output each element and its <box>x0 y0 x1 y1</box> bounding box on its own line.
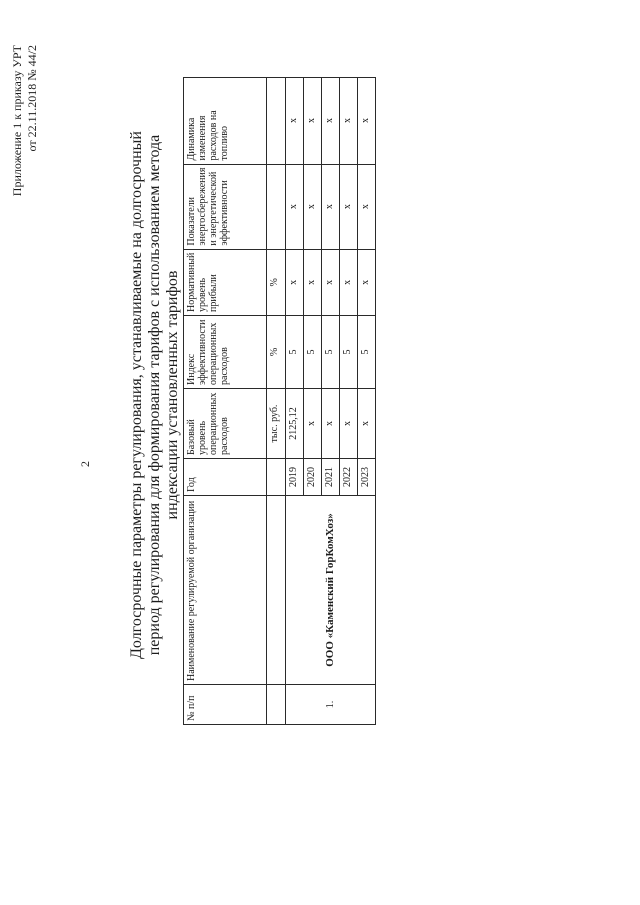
cell-year: 2021 <box>322 459 340 496</box>
header-organization: Наименование регулируемой организации <box>184 496 267 685</box>
cell-index: 5 <box>304 316 322 389</box>
unit-cell-empty <box>267 77 286 164</box>
cell-dynamics: х <box>322 77 340 164</box>
cell-base: х <box>340 389 358 459</box>
cell-index: 5 <box>322 316 340 389</box>
header-energy-saving: Показатели энергосбережения и энергетической эффективности <box>184 164 267 249</box>
appendix-reference: Приложение 1 к приказу УРТ <box>10 45 24 197</box>
table-units-row <box>267 77 286 724</box>
cell-base: х <box>304 389 322 459</box>
cell-energy: х <box>304 164 322 249</box>
row-number: 1. <box>286 685 376 725</box>
unit-cell-empty <box>267 685 286 725</box>
page-number: 2 <box>78 461 92 467</box>
header-num: № п/п <box>184 685 267 725</box>
cell-year: 2023 <box>358 459 376 496</box>
header-efficiency-index: Индекс эффективности операционных расходов <box>184 316 267 389</box>
unit-base: тыс. руб. <box>267 389 286 459</box>
unit-norm: % <box>267 249 286 315</box>
unit-cell-empty <box>267 496 286 685</box>
table-header-row <box>184 77 267 724</box>
organization-name: ООО «Каменский ГорКомХоз» <box>286 496 376 685</box>
header-profit-level: Нормативный уровень прибыли <box>184 249 267 315</box>
appendix-order-date: от 22.11.2018 № 44/2 <box>25 45 39 152</box>
cell-dynamics: х <box>340 77 358 164</box>
cell-norm: х <box>286 249 304 315</box>
document-title: Долгосрочные параметры регулирования, устанавливаемые на долгосрочный период регулирования для формирования тарифов с использованием метода индексации установленных тарифов <box>128 131 181 659</box>
cell-dynamics: х <box>304 77 322 164</box>
cell-norm: х <box>322 249 340 315</box>
parameters-table-container <box>183 77 376 725</box>
parameters-table <box>183 77 376 725</box>
unit-index: % <box>267 316 286 389</box>
cell-norm: х <box>358 249 376 315</box>
cell-norm: х <box>340 249 358 315</box>
cell-year: 2019 <box>286 459 304 496</box>
unit-cell-empty <box>267 164 286 249</box>
cell-base: 2125,12 <box>286 389 304 459</box>
cell-year: 2020 <box>304 459 322 496</box>
cell-base: х <box>358 389 376 459</box>
cell-index: 5 <box>358 316 376 389</box>
header-fuel-dynamics: Динамика изменения расходов на топливо <box>184 77 267 164</box>
table-row <box>286 77 304 724</box>
cell-energy: х <box>322 164 340 249</box>
header-base-opex: Базовый уровень операционных расходов <box>184 389 267 459</box>
unit-cell-empty <box>267 459 286 496</box>
cell-year: 2022 <box>340 459 358 496</box>
cell-dynamics: х <box>286 77 304 164</box>
cell-index: 5 <box>286 316 304 389</box>
cell-index: 5 <box>340 316 358 389</box>
cell-energy: х <box>358 164 376 249</box>
cell-norm: х <box>304 249 322 315</box>
header-year: Год <box>184 459 267 496</box>
cell-base: х <box>322 389 340 459</box>
cell-energy: х <box>340 164 358 249</box>
cell-energy: х <box>286 164 304 249</box>
cell-dynamics: х <box>358 77 376 164</box>
